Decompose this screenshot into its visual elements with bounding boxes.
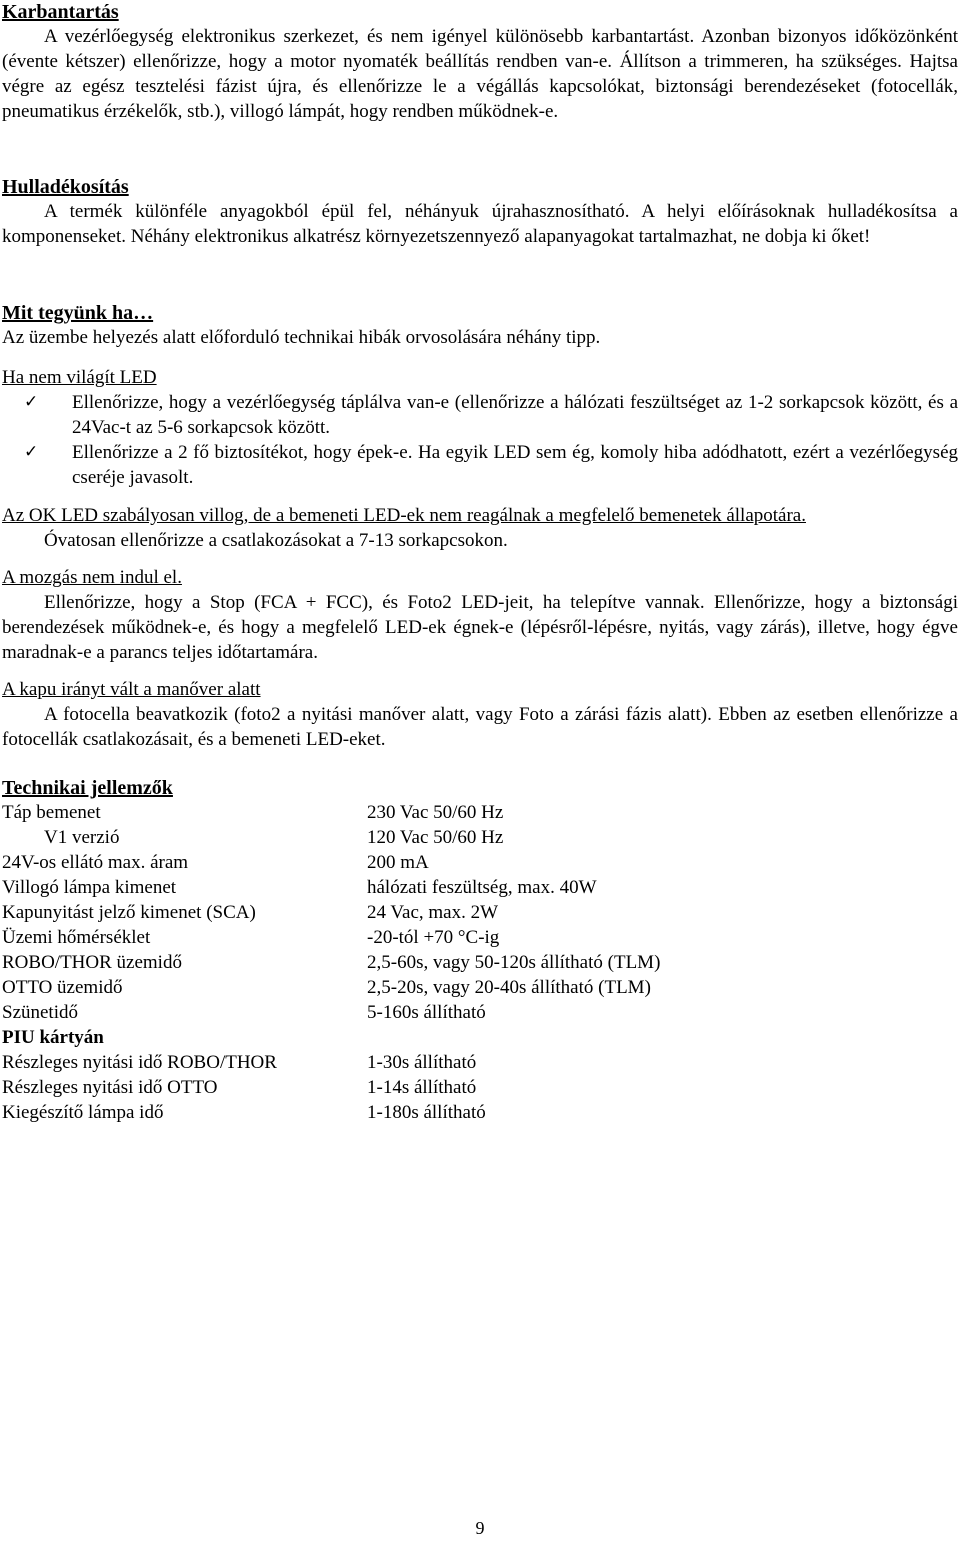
- troubleshooting-section: [2, 301, 958, 350]
- spec-value: 1-30s állítható: [367, 1052, 477, 1073]
- troubleshooting-intro: Az üzembe helyezés alatt előforduló technikai hibák orvosolására néhány tipp.: [2, 327, 601, 348]
- spec-label: V1 verzió: [44, 827, 120, 848]
- spec-value: 2,5-20s, vagy 20-40s állítható (TLM): [367, 977, 651, 998]
- spec-label: Kiegészítő lámpa idő: [2, 1102, 164, 1123]
- spec-label: Villogó lámpa kimenet: [2, 877, 177, 898]
- spec-label: OTTO üzemidő: [2, 977, 123, 998]
- spec-value: [367, 1025, 660, 1050]
- list-item: [24, 390, 958, 440]
- case-reverse: [2, 677, 958, 752]
- table-row: [2, 875, 660, 900]
- maintenance-paragraph: A vezérlőegység elektronikus szerkezet, és nem igényel különösebb karbantartást. Azonban bizonyos időközönként (évente kétszer) ellenőrizze, hogy a motor nyomaték beállítás rendben van-e. Állítson a trimmeren, ha szükséges. Hajtsa végre az egész tesztelési fázist újra, és ellenőrizze le a végállás kapcsolókat, biztonsági berendezéseket (fotocellák, pneumatikus érzékelők, stb.), villogó lámpát, hogy rendben működnek-e.: [2, 26, 958, 122]
- spec-value: 1-180s állítható: [367, 1102, 486, 1123]
- list-item-text: Ellenőrizze, hogy a vezérlőegység táplálva van-e (ellenőrizze a hálózati feszültséget az 1-2 sorkapcsok között, és a 24Vac-t az 5-6 sorkapcsok között.: [72, 392, 958, 438]
- table-row: [2, 975, 660, 1000]
- spec-label: Részleges nyitási idő OTTO: [2, 1077, 218, 1098]
- spec-value: 1-14s állítható: [367, 1077, 477, 1098]
- disposal-title: Hulladékosítás: [2, 176, 129, 198]
- table-row: [2, 1050, 660, 1075]
- troubleshooting-title: Mit tegyünk ha…: [2, 302, 154, 324]
- case-ok-led-text: Óvatosan ellenőrizze a csatlakozásokat a 7-13 sorkapcsokon.: [44, 530, 508, 551]
- maintenance-title: Karbantartás: [2, 1, 119, 23]
- check-icon: ✓: [24, 392, 39, 412]
- page-number: 9: [475, 1518, 485, 1538]
- spec-label: 24V-os ellátó max. áram: [2, 852, 189, 873]
- spec-value: 5-160s állítható: [367, 1002, 486, 1023]
- spec-value: 120 Vac 50/60 Hz: [367, 827, 504, 848]
- spec-label: ROBO/THOR üzemidő: [2, 952, 182, 973]
- case-ok-led-heading: Az OK LED szabályosan villog, de a bemeneti LED-ek nem reagálnak a megfelelő bemenetek állapotára.: [2, 505, 806, 526]
- spec-value: 230 Vac 50/60 Hz: [367, 802, 504, 823]
- table-row: [2, 1075, 660, 1100]
- list-item-text: Ellenőrizze a 2 fő biztosítékot, hogy épek-e. Ha egyik LED sem ég, komoly hiba adódhatott, ezért a vezérlőegység cseréje javasolt.: [72, 442, 958, 488]
- spec-label: Részleges nyitási idő ROBO/THOR: [2, 1052, 277, 1073]
- spec-value: -20-tól +70 °C-ig: [367, 927, 500, 948]
- maintenance-section: [2, 0, 958, 124]
- specs-title: Technikai jellemzők: [2, 777, 173, 799]
- table-row: [2, 1025, 660, 1050]
- case-no-motion: [2, 565, 958, 665]
- table-row: [2, 1100, 660, 1125]
- spec-label: Kapunyitást jelző kimenet (SCA): [2, 902, 256, 923]
- list-item: [24, 440, 958, 490]
- spec-subheading: PIU kártyán: [2, 1027, 104, 1048]
- table-row: [2, 1000, 660, 1025]
- specs-table: [2, 800, 660, 1125]
- spec-value: hálózati feszültség, max. 40W: [367, 877, 597, 898]
- case-no-motion-heading: A mozgás nem indul el.: [2, 567, 182, 588]
- table-row: [2, 925, 660, 950]
- table-row: [2, 850, 660, 875]
- table-row: [2, 800, 660, 825]
- case-reverse-heading: A kapu irányt vált a manőver alatt: [2, 679, 261, 700]
- table-row: [2, 900, 660, 925]
- spec-value: 24 Vac, max. 2W: [367, 902, 499, 923]
- spec-label: Üzemi hőmérséklet: [2, 927, 151, 948]
- table-row: [2, 825, 660, 850]
- table-row: [2, 950, 660, 975]
- specs-section: [2, 776, 958, 1125]
- case-no-led-heading: Ha nem világít LED: [2, 367, 157, 388]
- case-no-led: [2, 365, 958, 490]
- disposal-section: [2, 175, 958, 249]
- disposal-paragraph: A termék különféle anyagokból épül fel, néhányuk újrahasznosítható. A helyi előírásoknak hulladékosítsa a komponenseket. Néhány elektronikus alkatrész környezetszennyező alapanyagokat tartalmazhat, ne dobja ki őket!: [2, 201, 958, 247]
- check-icon: ✓: [24, 442, 39, 462]
- spec-value: 200 mA: [367, 852, 429, 873]
- spec-label: Táp bemenet: [2, 802, 101, 823]
- case-ok-led: [2, 503, 958, 553]
- case-no-led-list: [2, 390, 958, 490]
- spec-label: Szünetidő: [2, 1002, 78, 1023]
- spec-value: 2,5-60s, vagy 50-120s állítható (TLM): [367, 952, 661, 973]
- case-reverse-text: A fotocella beavatkozik (foto2 a nyitási manőver alatt, vagy Foto a zárási fázis alatt). Ebben az esetben ellenőrizze a fotocellák csatlakozásait, és a bemeneti LED-eket.: [2, 704, 958, 750]
- case-no-motion-text: Ellenőrizze, hogy a Stop (FCA + FCC), és Foto2 LED-jeit, ha telepítve vannak. Ellenőrizze, hogy a biztonsági berendezések működnek-e, és hogy a megfelelő LED-ek égnek-e (lépésről-lépésre, nyitás, vagy zárás), illetve, hogy égve maradnak-e a parancs teljes időtartamára.: [2, 592, 958, 663]
